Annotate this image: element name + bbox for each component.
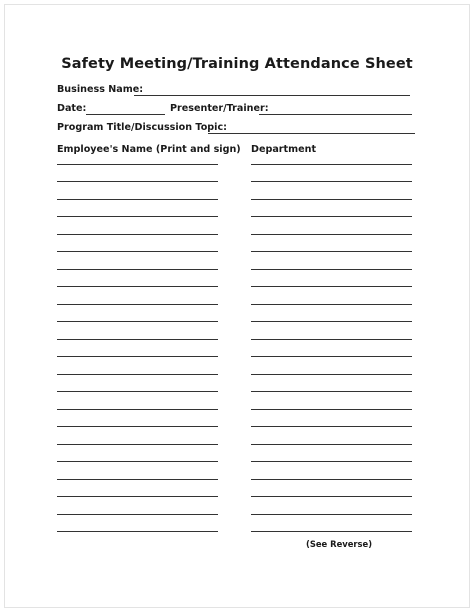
- presenter-field[interactable]: [259, 114, 412, 115]
- department-line[interactable]: [251, 409, 412, 410]
- employee-name-line[interactable]: [57, 269, 218, 270]
- department-line[interactable]: [251, 461, 412, 462]
- employee-name-line[interactable]: [57, 251, 218, 252]
- business-name-label: Business Name:: [57, 84, 144, 95]
- presenter-label: Presenter/Trainer:: [170, 103, 269, 114]
- department-line[interactable]: [251, 514, 412, 515]
- employee-name-line[interactable]: [57, 321, 218, 322]
- employee-name-line[interactable]: [57, 531, 218, 532]
- employee-name-line[interactable]: [57, 339, 218, 340]
- employee-name-line[interactable]: [57, 216, 218, 217]
- department-line[interactable]: [251, 321, 412, 322]
- employee-name-line[interactable]: [57, 444, 218, 445]
- date-label: Date:: [57, 103, 87, 114]
- employee-name-line[interactable]: [57, 409, 218, 410]
- department-line[interactable]: [251, 216, 412, 217]
- employee-name-line[interactable]: [57, 286, 218, 287]
- program-title-field[interactable]: [208, 133, 415, 134]
- department-line[interactable]: [251, 181, 412, 182]
- department-line[interactable]: [251, 269, 412, 270]
- date-field[interactable]: [86, 114, 165, 115]
- department-line[interactable]: [251, 444, 412, 445]
- employee-name-line[interactable]: [57, 234, 218, 235]
- department-line[interactable]: [251, 304, 412, 305]
- department-line[interactable]: [251, 391, 412, 392]
- program-title-label: Program Title/Discussion Topic:: [57, 122, 227, 133]
- employee-name-line[interactable]: [57, 426, 218, 427]
- employee-name-line[interactable]: [57, 181, 218, 182]
- employee-name-line[interactable]: [57, 356, 218, 357]
- department-line[interactable]: [251, 356, 412, 357]
- department-line[interactable]: [251, 234, 412, 235]
- department-line[interactable]: [251, 286, 412, 287]
- sheet-title: Safety Meeting/Training Attendance Sheet: [61, 56, 413, 72]
- employee-name-line[interactable]: [57, 496, 218, 497]
- department-line[interactable]: [251, 374, 412, 375]
- employee-name-line[interactable]: [57, 514, 218, 515]
- employee-name-line[interactable]: [57, 479, 218, 480]
- department-line[interactable]: [251, 426, 412, 427]
- department-column-header: Department: [251, 144, 317, 155]
- department-line[interactable]: [251, 496, 412, 497]
- employee-name-line[interactable]: [57, 391, 218, 392]
- department-line[interactable]: [251, 251, 412, 252]
- employee-name-line[interactable]: [57, 374, 218, 375]
- employee-name-line[interactable]: [57, 199, 218, 200]
- employee-name-line[interactable]: [57, 304, 218, 305]
- department-line[interactable]: [251, 479, 412, 480]
- department-line[interactable]: [251, 164, 412, 165]
- business-name-field[interactable]: [134, 95, 410, 96]
- employee-name-line[interactable]: [57, 461, 218, 462]
- department-line[interactable]: [251, 199, 412, 200]
- department-line[interactable]: [251, 339, 412, 340]
- department-line[interactable]: [251, 531, 412, 532]
- employee-name-column-header: Employee's Name (Print and sign): [57, 144, 241, 155]
- employee-name-line[interactable]: [57, 164, 218, 165]
- see-reverse-note: (See Reverse): [306, 539, 373, 549]
